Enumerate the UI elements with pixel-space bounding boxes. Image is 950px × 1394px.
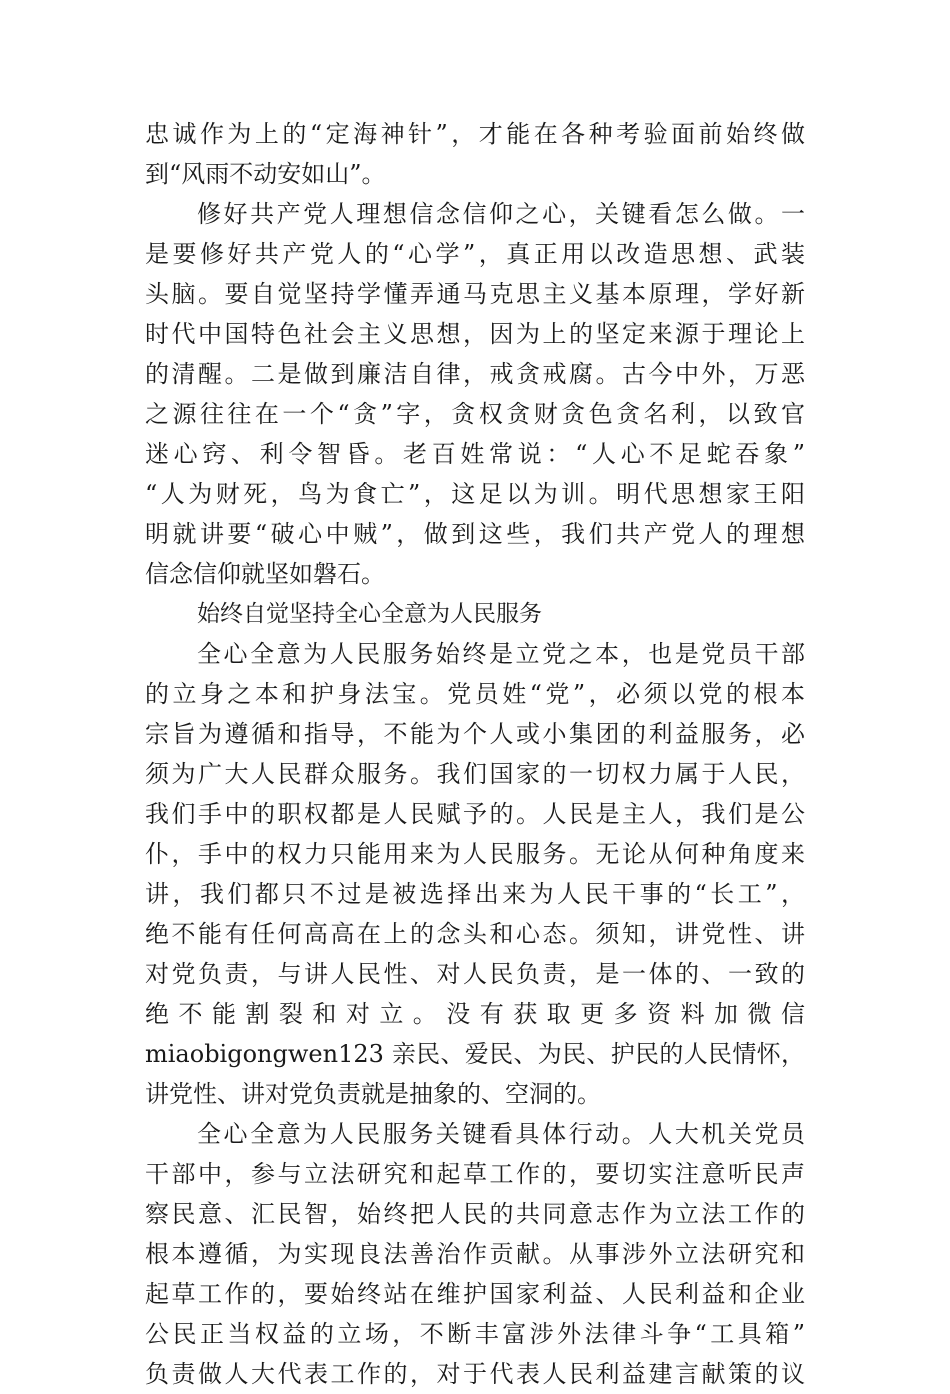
text-line: 干部中，参与立法研究和起草工作的，要切实注意听民声 [145,1160,805,1188]
text-line: 是要修好共产党人的“心学”，真正用以改造思想、武装 [145,240,805,268]
document-body [145,114,805,1394]
text-line: 须为广大人民群众服务。我们国家的一切权力属于人民， [145,760,805,788]
text-line: 的立身之本和护身法宝。党员姓“党”，必须以党的根本 [145,680,805,708]
text-line: 全心全意为人民服务关键看具体行动。人大机关党员 [197,1120,805,1148]
text-line: 信念信仰就坚如磐石。 [145,560,385,588]
text-line: “人为财死，鸟为食亡”，这足以为训。明代思想家王阳 [145,480,805,508]
text-line: 讲，我们都只不过是被选择出来为人民干事的“长工”， [145,880,805,908]
text-line: 宗旨为遵循和指导，不能为个人或小集团的利益服务，必 [145,720,805,748]
text-line: 负责做人大代表工作的，对于代表人民利益建言献策的议 [145,1360,805,1388]
text-line: 讲党性、讲对党负责就是抽象的、空洞的。 [145,1080,601,1108]
text-line: miaobigongwen123 亲民、爱民、为民、护民的人民情怀， [145,1040,805,1068]
text-line: 到“风雨不动安如山”。 [145,160,386,188]
text-line: 明就讲要“破心中贼”，做到这些，我们共产党人的理想 [145,520,805,548]
text-line: 起草工作的，要始终站在维护国家利益、人民利益和企业 [145,1280,805,1308]
text-line: 绝 不 能 割 裂 和 对 立 。 没 有 获 取 更 多 资 料 加 微 信 [145,1000,805,1028]
text-line: 迷心窍、利令智昏。老百姓常说：“人心不足蛇吞象” [145,440,805,468]
text-line: 根本遵循，为实现良法善治作贡献。从事涉外立法研究和 [145,1240,805,1268]
text-line: 之源往往在一个“贪”字，贪权贪财贪色贪名利，以致官 [145,400,805,428]
text-line: 全心全意为人民服务始终是立党之本，也是党员干部 [197,640,805,668]
text-line: 时代中国特色社会主义思想，因为上的坚定来源于理论上 [145,320,805,348]
text-line: 修好共产党人理想信念信仰之心，关键看怎么做。一 [197,200,805,228]
text-line: 忠诚作为上的“定海神针”，才能在各种考验面前始终做 [145,120,805,148]
text-line: 察民意、汇民智，始终把人民的共同意志作为立法工作的 [145,1200,805,1228]
text-line: 绝不能有任何高高在上的念头和心态。须知，讲党性、讲 [145,920,805,948]
text-line: 我们手中的职权都是人民赋予的。人民是主人，我们是公 [145,800,805,828]
text-line: 对党负责，与讲人民性、对人民负责，是一体的、一致的 [145,960,805,988]
text-line: 头脑。要自觉坚持学懂弄通马克思主义基本原理，学好新 [145,280,805,308]
text-line: 的清醒。二是做到廉洁自律，戒贪戒腐。古今中外，万恶 [145,360,805,388]
text-line: 公民正当权益的立场，不断丰富涉外法律斗争“工具箱” [145,1320,805,1348]
text-line: 仆，手中的权力只能用来为人民服务。无论从何种角度来 [145,840,805,868]
section-heading: 始终自觉坚持全心全意为人民服务 [197,601,542,627]
